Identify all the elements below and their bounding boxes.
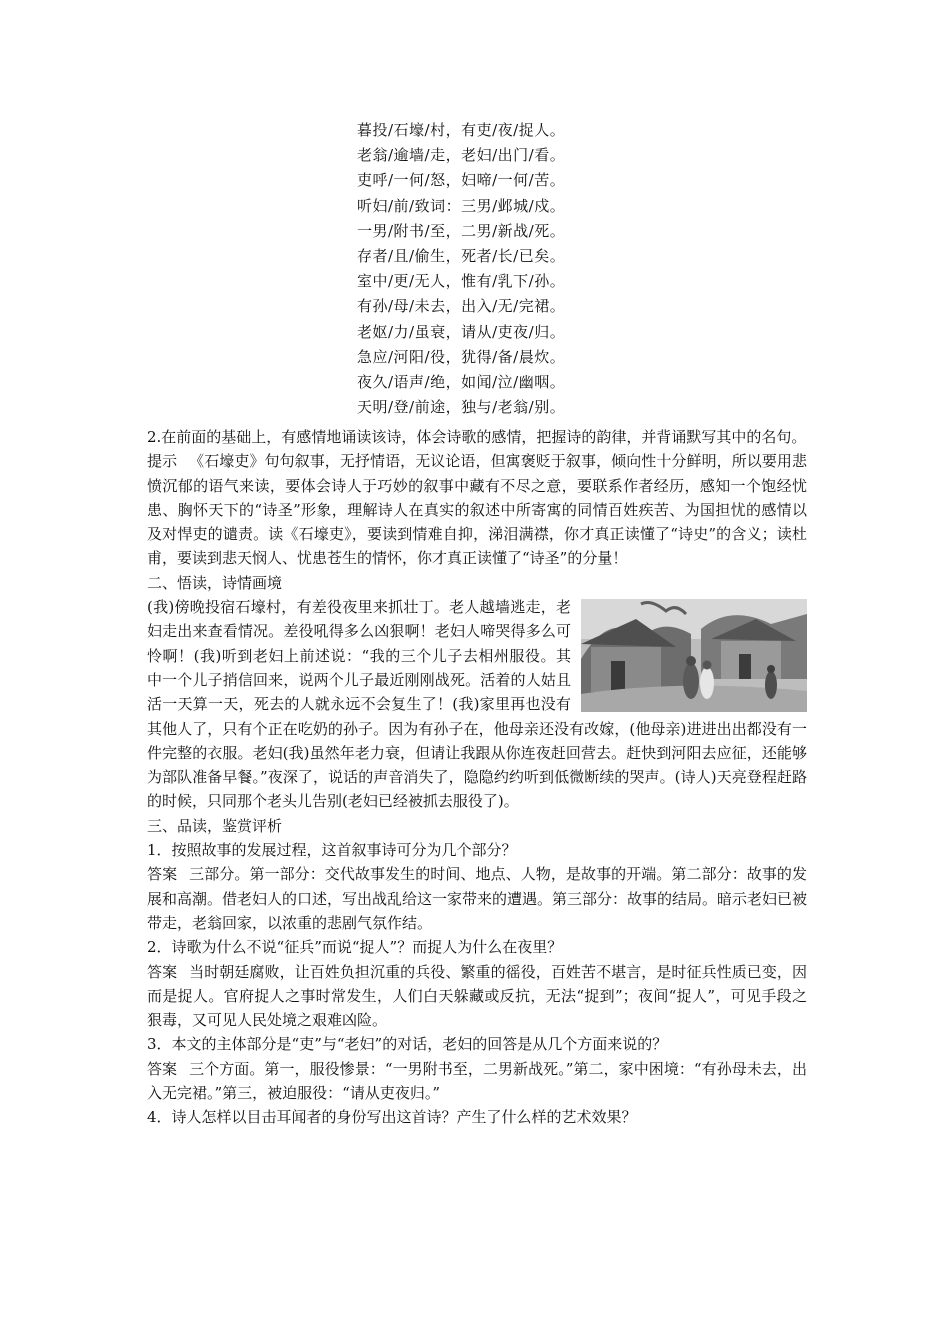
- poem-line: 暮投/石壕/村，有吏/夜/捉人。: [357, 121, 566, 139]
- answer-label: 答案: [147, 865, 178, 884]
- body-text: [147, 425, 807, 1130]
- answer-label: 答案: [147, 1059, 178, 1078]
- hint-label: 提示: [147, 452, 178, 471]
- section-heading-3: 三、品读，鉴赏评析: [147, 816, 283, 835]
- translation-paragraph: (我)傍晚投宿石壕村，有差役夜里来抓壮丁。老人越墙逃走，老妇走出来查看情况。差役吼得多么凶狠啊！老妇人啼哭得多么可怜啊！(我)听到老妇上前述说：“我的三个儿子去相州服役。其中一个儿子捎信回来，说两个儿子最近刚刚战死。活着的人姑且活一天算一天，死去的人就永远不会复生了！(我)家里再也没有其他人了，只有个正在吃奶的孙子。因为有孙子在，他母亲还没有改嫁，(他母亲)进进出出都没有一件完整的衣服。老妇(我)虽然年老力衰，但请让我跟从你连夜赶回营去。赶快到河阳去应征，还能够为部队准备早餐。”夜深了，说话的声音消失了，隐隐约约听到低微断续的哭声。(诗人)天亮登程赶路的时候，只同那个老头儿告别(老妇已经被抓去服役了)。: [147, 598, 807, 811]
- hint-text: 《石壕吏》句句叙事，无抒情语，无议论语，但寓褒贬于叙事，倾向性十分鲜明，所以要用悲愤沉郁的语气来读，要体会诗人于巧妙的叙事中藏有不尽之意，要联系作者经历，感知一个饱经忧患、胸怀天下的“诗圣”形象，理解诗人在真实的叙述中所寄寓的同情百姓疾苦、为国担忧的感情以及对悍吏的谴责。读《石壕吏》，要读到情难自抑，涕泪满襟，你才真正读懂了“诗史”的含义；读杜甫，要读到悲天悯人、忧患苍生的情怀，你才真正读懂了“诗圣”的分量！: [147, 452, 807, 568]
- poem-block: [357, 118, 565, 420]
- poem-line: 吏呼/一何/怒，妇啼/一何/苦。: [357, 171, 566, 190]
- poem-line: 急应/河阳/役，犹得/备/晨炊。: [357, 347, 566, 366]
- answer-text: 三部分。第一部分：交代故事发生的时间、地点、人物，是故事的开端。第二部分：故事的发展和高潮。借老妇人的口述，写出战乱给这一家带来的遭遇。第三部分：故事的结局。暗示老妇已被带走，老翁回家，以浓重的悲剧气氛作结。: [147, 865, 808, 932]
- poem-line: 夜久/语声/绝，如闻/泣/幽咽。: [357, 372, 566, 391]
- poem-line: 老翁/逾墙/走，老妇/出门/看。: [357, 146, 566, 165]
- question-item: 1．按照故事的发展过程，这首叙事诗可分为几个部分？: [147, 841, 517, 860]
- poem-line: 天明/登/前途，独与/老翁/别。: [357, 398, 566, 417]
- village-illustration: [581, 599, 807, 712]
- answer-paragraph: [147, 960, 807, 1033]
- answer-paragraph: [147, 1057, 807, 1106]
- translation-block: [147, 595, 807, 814]
- poem-line: 老妪/力/虽衰，请从/吏夜/归。: [357, 322, 566, 341]
- answer-label: 答案: [147, 962, 178, 981]
- hint-paragraph: [147, 449, 807, 570]
- section-heading-2: 二、悟读，诗情画境: [147, 573, 283, 592]
- poem-line: 一男/附书/至，二男/新战/死。: [357, 221, 566, 240]
- answer-text: 当时朝廷腐败，让百姓负担沉重的兵役、繁重的徭役，百姓苦不堪言，是时征兵性质已变，因而是捉人。官府捉人之事时常发生，人们白天躲藏或反抗，无法“捉到”；夜间“捉人”，可见手段之狠毒，又可见人民处境之艰难凶险。: [147, 962, 807, 1030]
- question-item: 4．诗人怎样以目击耳闻者的身份写出这首诗？产生了什么样的艺术效果？: [147, 1108, 637, 1127]
- answer-paragraph: [147, 862, 807, 935]
- poem-line: 室中/更/无人，惟有/乳下/孙。: [357, 272, 566, 291]
- poem-line: 听妇/前/致词：三男/邺城/戍。: [357, 196, 566, 215]
- question-item: 3．本文的主体部分是“吏”与“老妇”的对话，老妇的回答是从几个方面来说的？: [147, 1035, 668, 1054]
- answer-text: 三个方面。第一，服役惨景：“一男附书至，二男新战死。”第二，家中困境：“有孙母未去，出入无完裙。”第三，被迫服役：“请从吏夜归。”: [147, 1059, 807, 1103]
- poem-line: 存者/且/偷生，死者/长/已矣。: [357, 246, 566, 265]
- question-item: 2．诗歌为什么不说“征兵”而说“捉人”？而捉人为什么在夜里？: [147, 938, 563, 957]
- question-2: 2.在前面的基础上，有感情地诵读该诗，体会诗歌的感情，把握诗的韵律，并背诵默写其中的名句。: [147, 428, 807, 446]
- poem-line: 有孙/母/未去，出入/无/完裙。: [357, 297, 566, 316]
